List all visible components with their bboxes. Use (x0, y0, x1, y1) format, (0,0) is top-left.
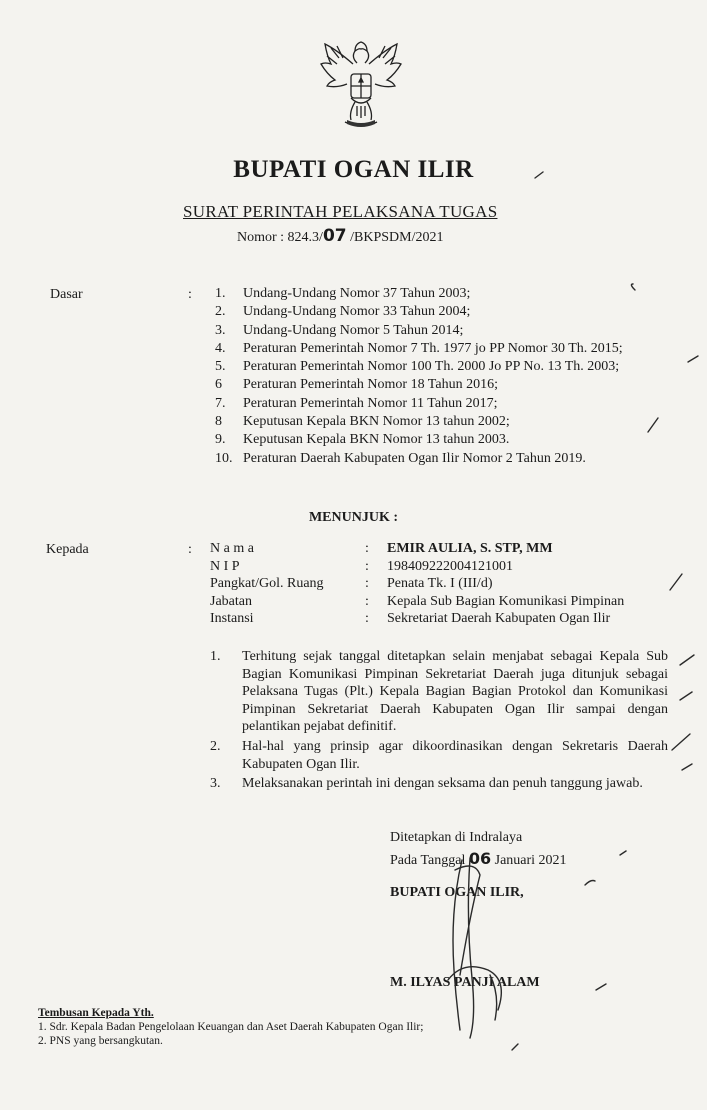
signature-date-prefix: Pada Tanggal (390, 853, 466, 868)
paraf-mark (585, 881, 595, 886)
field-value-nama: EMIR AULIA, S. STP, MM (387, 541, 553, 556)
signature-date-suffix: Januari 2021 (494, 853, 567, 868)
paraf-mark (672, 734, 690, 750)
signature-stroke (453, 860, 462, 1030)
paraf-mark (682, 764, 692, 770)
list-item-number: 5. (215, 359, 226, 375)
field-colon: : (365, 576, 369, 591)
field-key: Instansi (210, 611, 254, 626)
document-number-handwritten: 07 (322, 226, 347, 246)
institution-heading: BUPATI OGAN ILIR (233, 156, 474, 183)
list-item-text: Peraturan Pemerintah Nomor 7 Th. 1977 jo PP Nomor 30 Th. 2015; (243, 340, 623, 356)
list-item-text: Peraturan Pemerintah Nomor 100 Th. 2000 Jo PP No. 13 Th. 2003; (243, 359, 620, 375)
paraf-mark (688, 356, 698, 362)
list-item-number: 6 (215, 377, 222, 393)
signature-name: M. ILYAS PANJI ALAM (390, 975, 540, 990)
list-item-text: Peraturan Daerah Kabupaten Ogan Ilir Nomor 2 Tahun 2019. (243, 450, 586, 466)
list-item-number: 8 (215, 414, 222, 430)
list-item-number: 10. (215, 450, 233, 466)
list-item-number: 1. (215, 286, 226, 301)
paraf-mark (535, 172, 543, 178)
tembusan-item: 1. Sdr. Kepala Badan Pengelolaan Keuangan dan Aset Daerah Kabupaten Ogan Ilir; (38, 1021, 424, 1033)
order-number: 2. (210, 738, 221, 754)
list-item-text: Peraturan Pemerintah Nomor 11 Tahun 2017; (243, 395, 498, 411)
field-value-jabatan: Kepala Sub Bagian Komunikasi Pimpinan (387, 593, 625, 609)
field-colon: : (365, 558, 369, 574)
list-item-number: 2. (215, 304, 226, 320)
field-colon: : (365, 541, 369, 556)
list-item-text: Undang-Undang Nomor 33 Tahun 2004; (243, 304, 471, 320)
order-number: 3. (210, 776, 221, 792)
field-key: N a m a (210, 541, 254, 556)
list-item-text: Undang-Undang Nomor 37 Tahun 2003; (243, 286, 471, 301)
list-item-text: Keputusan Kepala BKN Nomor 13 tahun 2002; (243, 414, 510, 430)
document-number-prefix: Nomor : 824.3/ (237, 230, 323, 245)
field-key: N I P (210, 558, 240, 574)
paraf-mark (680, 692, 692, 700)
document-number-suffix: /BKPSDM/2021 (346, 230, 444, 245)
paraf-mark (631, 284, 635, 290)
list-item-text: Peraturan Pemerintah Nomor 18 Tahun 2016; (243, 377, 498, 393)
order-number: 1. (210, 649, 221, 664)
document-title: SURAT PERINTAH PELAKSANA TUGAS (183, 202, 498, 221)
signature-position: BUPATI OGAN ILIR, (390, 885, 524, 900)
paraf-mark (648, 418, 658, 432)
signature-stroke (490, 975, 497, 1020)
paraf-mark (512, 1044, 518, 1050)
field-key: Pangkat/Gol. Ruang (210, 576, 324, 591)
order-text: Melaksanakan perintah ini dengan seksama dan penuh tanggung jawab. (242, 776, 643, 792)
list-item-text: Keputusan Kepala BKN Nomor 13 tahun 2003. (243, 432, 510, 448)
kepada-colon: : (188, 542, 192, 557)
field-value-instansi: Sekretariat Daerah Kabupaten Ogan Ilir (387, 611, 611, 626)
paraf-mark (596, 984, 606, 990)
list-item-number: 7. (215, 395, 226, 411)
dasar-label: Dasar (50, 287, 83, 302)
paraf-mark (620, 851, 626, 855)
tembusan-item: 2. PNS yang bersangkutan. (38, 1035, 163, 1047)
field-value-pangkat: Penata Tk. I (III/d) (387, 576, 493, 591)
field-value-nip: 198409222004121001 (387, 558, 513, 574)
list-item-number: 3. (215, 322, 226, 338)
signature-place: Ditetapkan di Indralaya (390, 830, 523, 845)
order-text: Hal-hal yang prinsip agar dikoordinasikan dengan Sekretaris Daerah Kabupaten Ogan Ilir. (242, 738, 668, 772)
kepada-label: Kepada (46, 542, 89, 557)
order-text: Terhitung sejak tanggal ditetapkan selain menjabat sebagai Kepala Sub Bagian Komunikasi Pimpinan Sekretariat Daerah juga ditunjuk sebagai Pelaksana Tugas (Plt.) Kepala Bagian Bagian Protokol dan Komunikasi Pimpinan Sekretariat Daerah Kabupaten Ogan Ilir sampai dengan pelantikan pejabat definitif. (242, 649, 668, 735)
signature-date-day: 06 (468, 849, 492, 868)
paraf-mark (680, 655, 694, 665)
list-item-number: 4. (215, 340, 226, 356)
signature-stroke (468, 858, 473, 1038)
list-item-number: 9. (215, 432, 226, 448)
menunjuk-heading: MENUNJUK : (308, 510, 399, 525)
signature-stroke (455, 866, 480, 975)
field-key: Jabatan (210, 593, 252, 609)
paraf-mark (670, 574, 682, 590)
field-colon: : (365, 611, 369, 626)
field-colon: : (365, 593, 369, 609)
list-item-text: Undang-Undang Nomor 5 Tahun 2014; (243, 322, 464, 338)
dasar-colon: : (188, 287, 192, 302)
tembusan-heading: Tembusan Kepada Yth. (38, 1007, 154, 1019)
